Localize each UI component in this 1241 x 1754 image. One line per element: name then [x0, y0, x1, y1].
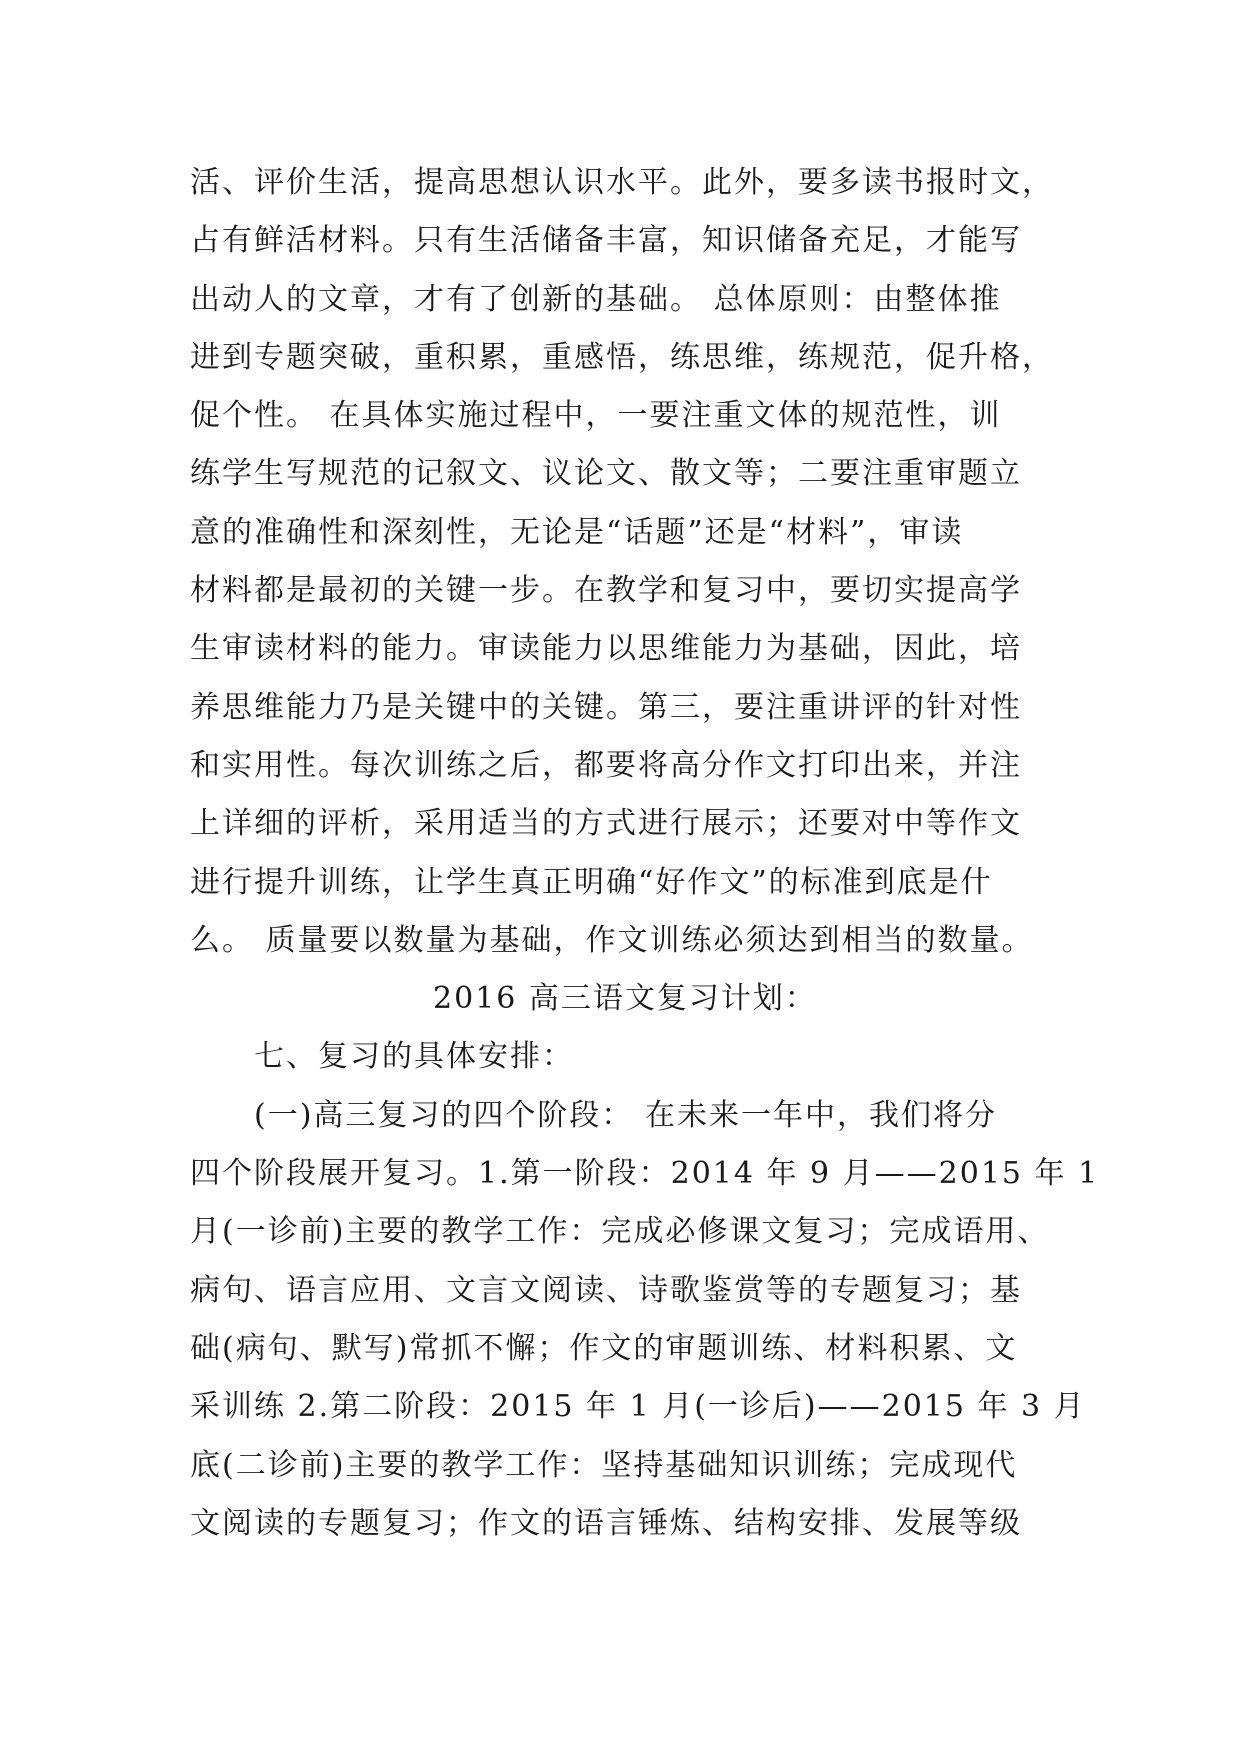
section-title: 2016 高三语文复习计划：: [433, 981, 817, 1017]
text-line: 材料都是最初的关键一步。在教学和复习中，要切实提高学: [190, 573, 1022, 609]
text-line: 采训练 2.第二阶段：2015 年 1 月(一诊后)——2015 年 3 月: [190, 1389, 1086, 1425]
text-line: 进到专题突破，重积累，重感悟，练思维，练规范，促升格，: [190, 339, 1054, 375]
text-line: 活、评价生活，提高思想认识水平。此外，要多读书报时文，: [190, 165, 1054, 200]
document-body: [190, 154, 1100, 1553]
section-heading: 七、复习的具体安排：: [254, 1039, 574, 1075]
text-line: 么。 质量要以数量为基础，作文训练必须达到相当的数量。: [190, 922, 1034, 958]
text-line: 和实用性。每次训练之后，都要将高分作文打印出来，并注: [190, 747, 1022, 783]
text-line: 养思维能力乃是关键中的关键。第三，要注重讲评的针对性: [190, 689, 1022, 725]
text-line: 上详细的评析，采用适当的方式进行展示；还要对中等作文: [190, 806, 1022, 842]
text-line: 生审读材料的能力。审读能力以思维能力为基础，因此，培: [190, 631, 1022, 667]
text-line: 进行提升训练，让学生真正明确“好作文”的标准到底是什: [190, 864, 993, 900]
text-line: 练学生写规范的记叙文、议论文、散文等；二要注重审题立: [190, 456, 1022, 492]
text-line: 月(一诊前)主要的教学工作：完成必修课文复习；完成语用、: [190, 1214, 1050, 1250]
text-line: (一)高三复习的四个阶段： 在未来一年中，我们将分: [254, 1097, 997, 1133]
text-line: 四个阶段展开复习。1.第一阶段：2014 年 9 月——2015 年 1: [190, 1156, 1100, 1192]
text-line: 占有鲜活材料。只有生活储备丰富，知识储备充足，才能写: [190, 223, 1022, 259]
text-line: 促个性。 在具体实施过程中，一要注重文体的规范性，训: [190, 398, 1002, 434]
text-line: 病句、语言应用、文言文阅读、诗歌鉴赏等的专题复习；基: [190, 1272, 1022, 1308]
text-line: 础(病句、默写)常抓不懈；作文的审题训练、材料积累、文: [190, 1330, 1018, 1366]
text-line: 出动人的文章，才有了创新的基础。 总体原则：由整体推: [190, 281, 1002, 317]
text-line: 底(二诊前)主要的教学工作：坚持基础知识训练；完成现代: [190, 1447, 1018, 1483]
text-line: 意的准确性和深刻性，无论是“话题”还是“材料”，审读: [190, 514, 964, 550]
text-line: 文阅读的专题复习；作文的语言锤炼、结构安排、发展等级: [190, 1505, 1022, 1541]
